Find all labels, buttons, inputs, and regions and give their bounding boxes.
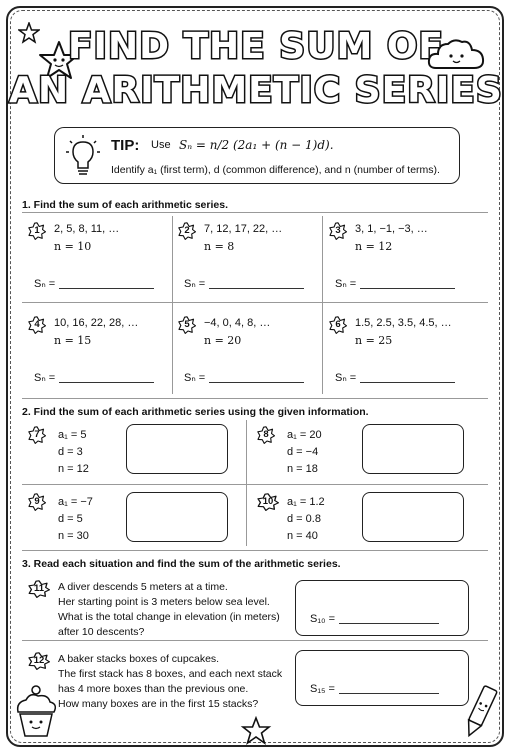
- divider: [22, 550, 488, 551]
- number-of-terms: n = 8: [204, 240, 235, 253]
- section3-heading: 3. Read each situation and find the sum of the arithmetic series.: [22, 558, 341, 570]
- section1-heading: 1. Find the sum of each arithmetic series.: [22, 199, 228, 211]
- word-problem-line: A diver descends 5 meters at a time.: [58, 581, 228, 593]
- series-terms: 3, 1, −1, −3, …: [355, 223, 428, 235]
- divider: [22, 484, 488, 485]
- answer-line[interactable]: [34, 277, 154, 290]
- word-problem-line: A baker stacks boxes of cupcakes.: [58, 653, 220, 665]
- answer-label: Sₙ =: [34, 278, 56, 290]
- answer-box[interactable]: [362, 492, 464, 542]
- word-problem-line: The first stack has 8 boxes, and each next stack: [58, 668, 283, 680]
- series-terms: 1.5, 2.5, 3.5, 4.5, …: [355, 317, 452, 329]
- problem-number-badge: 12: [28, 652, 50, 670]
- answer-line[interactable]: [184, 371, 304, 384]
- tip-box: [54, 127, 460, 184]
- given-number-of-terms: n = 30: [58, 530, 89, 542]
- given-number-of-terms: n = 18: [287, 463, 318, 475]
- divider: [22, 212, 488, 213]
- divider: [246, 420, 247, 546]
- tip-formula: Sₙ = n/2 (2a₁ + (n − 1)d).: [179, 138, 334, 152]
- answer-label: S₁₅ =: [310, 683, 335, 695]
- number-of-terms: n = 10: [54, 240, 92, 253]
- problem-number-badge: 7: [28, 426, 46, 444]
- given-number-of-terms: n = 40: [287, 530, 318, 542]
- answer-box[interactable]: [295, 650, 469, 706]
- problem-number-badge: 11: [28, 580, 50, 598]
- given-first-term: a₁ = 5: [58, 429, 87, 441]
- word-problem-line: after 10 descents?: [58, 626, 145, 638]
- word-problem-line: What is the total change in elevation (in meters): [58, 611, 280, 623]
- answer-label: Sₙ =: [335, 372, 357, 384]
- given-first-term: a₁ = 20: [287, 429, 322, 441]
- tip-use-text: Use: [151, 139, 171, 151]
- given-common-difference: d = 0.8: [287, 513, 321, 525]
- answer-label: Sₙ =: [335, 278, 357, 290]
- word-problem-line: Her starting point is 3 meters below sea level.: [58, 596, 270, 608]
- number-of-terms: n = 25: [355, 334, 393, 347]
- answer-box[interactable]: [362, 424, 464, 474]
- divider: [172, 216, 173, 394]
- bottom-star-icon: [240, 716, 272, 746]
- problem-number-badge: 9: [28, 493, 46, 511]
- number-of-terms: n = 20: [204, 334, 242, 347]
- series-terms: 7, 12, 17, 22, …: [204, 223, 283, 235]
- problem-number-badge: 2: [178, 222, 196, 240]
- problem-number-badge: 5: [178, 316, 196, 334]
- cupcake-icon: [12, 684, 60, 740]
- number-of-terms: n = 12: [355, 240, 393, 253]
- answer-label: S₁₀ =: [310, 613, 336, 625]
- problem-number-badge: 4: [28, 316, 46, 334]
- answer-box[interactable]: [295, 580, 469, 636]
- given-common-difference: d = 3: [58, 446, 83, 458]
- answer-line[interactable]: [184, 277, 304, 290]
- problem-number-badge: 1: [28, 222, 46, 240]
- answer-line[interactable]: [335, 277, 455, 290]
- divider: [22, 398, 488, 399]
- number-of-terms: n = 15: [54, 334, 92, 347]
- answer-label: Sₙ =: [34, 372, 56, 384]
- divider: [322, 216, 323, 394]
- worksheet-title-line1: FIND THE SUM OF: [67, 26, 445, 67]
- series-terms: 10, 16, 22, 28, …: [54, 317, 139, 329]
- tip-label: TIP:: [111, 137, 140, 154]
- series-terms: 2, 5, 8, 11, …: [54, 223, 120, 235]
- tip-instruction: Identify a₁ (first term), d (common difference), and n (number of terms).: [111, 164, 440, 176]
- worksheet-title-line2: AN ARITHMETIC SERIES: [9, 70, 503, 111]
- given-common-difference: d = −4: [287, 446, 319, 458]
- divider: [22, 302, 488, 303]
- problem-number-badge: 3: [329, 222, 347, 240]
- lightbulb-icon: [63, 134, 103, 180]
- given-first-term: a₁ = −7: [58, 496, 93, 508]
- series-terms: −4, 0, 4, 8, …: [204, 317, 271, 329]
- section2-heading: 2. Find the sum of each arithmetic series using the given information.: [22, 406, 369, 418]
- answer-line[interactable]: [34, 371, 154, 384]
- answer-label: Sₙ =: [184, 278, 206, 290]
- given-number-of-terms: n = 12: [58, 463, 89, 475]
- word-problem-line: How many boxes are in the first 15 stacks?: [58, 698, 259, 710]
- divider: [22, 640, 488, 641]
- given-common-difference: d = 5: [58, 513, 83, 525]
- problem-number-badge: 8: [257, 426, 275, 444]
- problem-number-badge: 10: [257, 493, 279, 511]
- answer-line[interactable]: [335, 371, 455, 384]
- given-first-term: a₁ = 1.2: [287, 496, 325, 508]
- answer-box[interactable]: [126, 424, 228, 474]
- answer-box[interactable]: [126, 492, 228, 542]
- word-problem-line: has 4 more boxes than the previous one.: [58, 683, 249, 695]
- problem-number-badge: 6: [329, 316, 347, 334]
- answer-label: Sₙ =: [184, 372, 206, 384]
